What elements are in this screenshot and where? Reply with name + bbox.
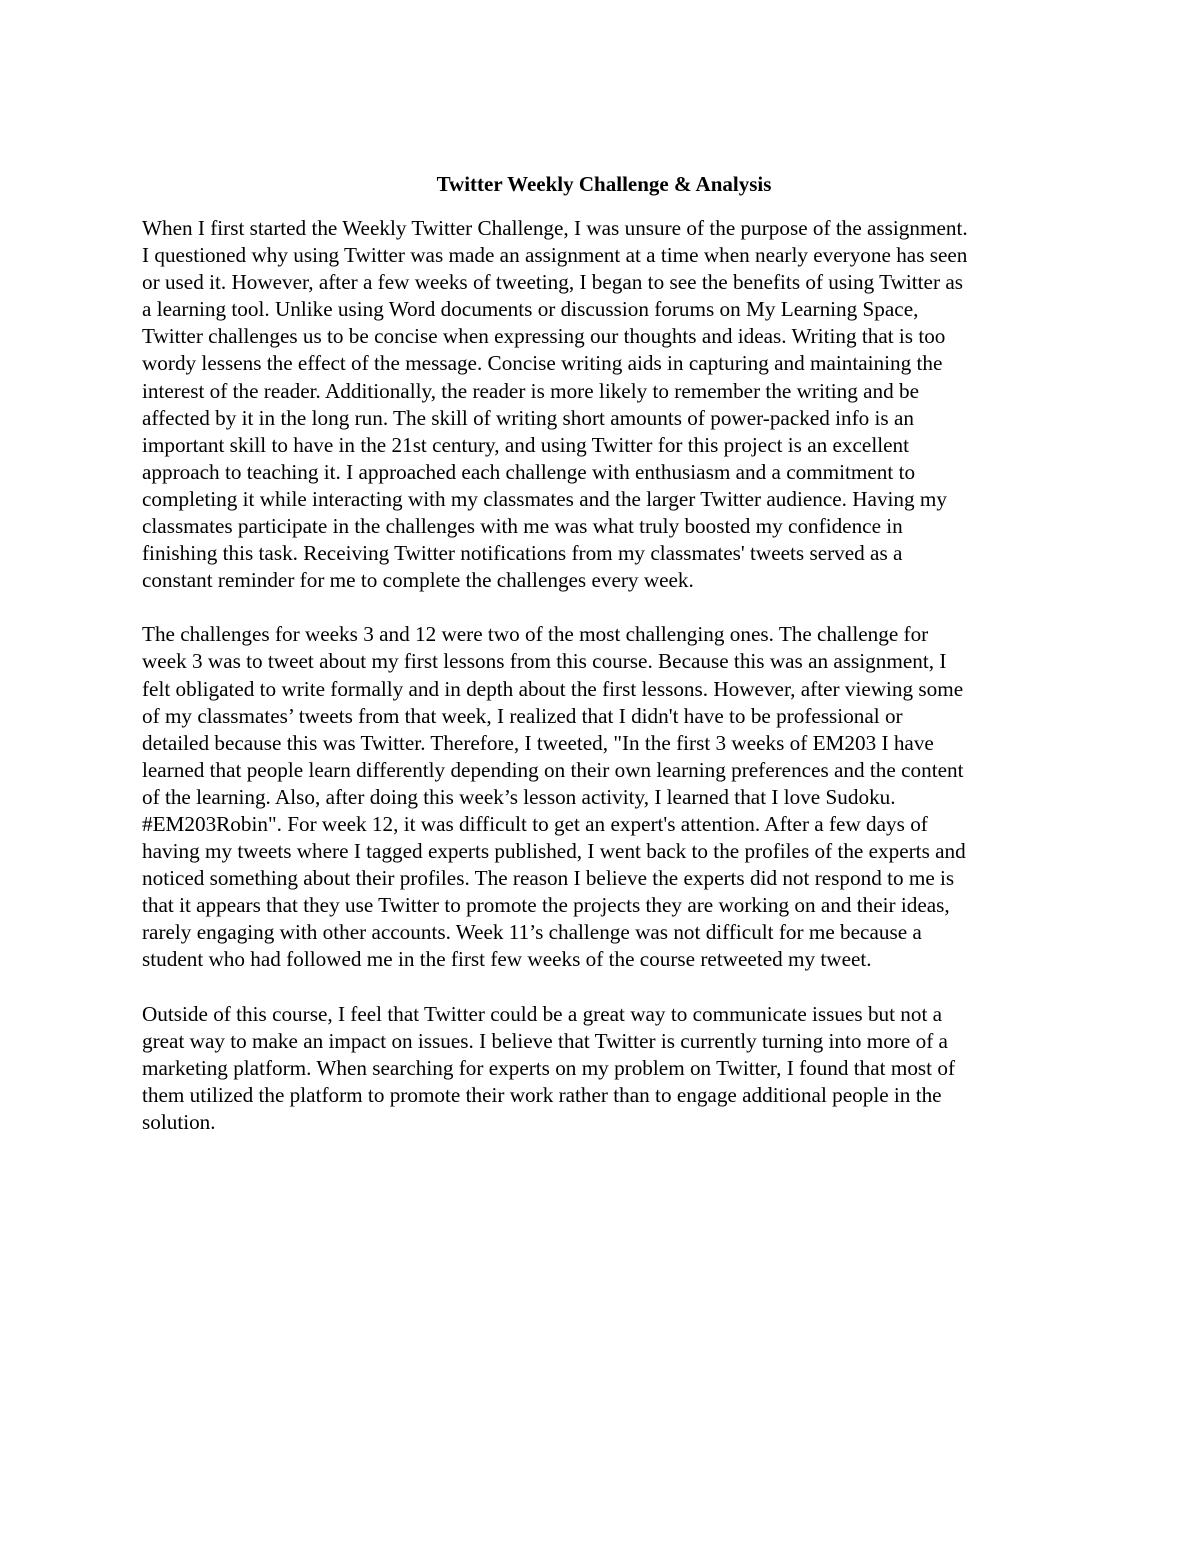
text-line: affected by it in the long run. The skill of writing short amounts of power-packed info is an	[142, 405, 914, 430]
text-line: marketing platform. When searching for experts on my problem on Twitter, I found that most of	[142, 1055, 955, 1080]
text-line: approach to teaching it. I approached each challenge with enthusiasm and a commitment to	[142, 459, 916, 484]
text-line: noticed something about their profiles. The reason I believe the experts did not respond to me is	[142, 866, 955, 891]
text-line: learned that people learn differently depending on their own learning preferences and the content	[142, 757, 964, 782]
paragraph-3	[142, 1001, 1066, 1136]
text-line: them utilized the platform to promote their work rather than to engage additional people in the	[142, 1082, 942, 1107]
document-title: Twitter Weekly Challenge & Analysis	[436, 172, 772, 196]
document-page	[142, 170, 1066, 1163]
text-line: important skill to have in the 21st century, and using Twitter for this project is an excellent	[142, 432, 909, 457]
text-line: Outside of this course, I feel that Twitter could be a great way to communicate issues but not a	[142, 1001, 943, 1026]
text-line: rarely engaging with other accounts. Week 11’s challenge was not difficult for me because a	[142, 920, 922, 945]
text-line: that it appears that they use Twitter to promote the projects they are working on and their ideas,	[142, 893, 950, 918]
text-line: Twitter challenges us to be concise when expressing our thoughts and ideas. Writing that is too	[142, 324, 946, 349]
text-line: finishing this task. Receiving Twitter notifications from my classmates' tweets served as a	[142, 541, 903, 566]
text-line: felt obligated to write formally and in depth about the first lessons. However, after viewing some	[142, 676, 964, 701]
text-line: #EM203Robin". For week 12, it was difficult to get an expert's attention. After a few days of	[142, 811, 928, 836]
text-line: student who had followed me in the first few weeks of the course retweeted my tweet.	[142, 947, 872, 972]
text-line: great way to make an impact on issues. I believe that Twitter is currently turning into more of a	[142, 1028, 948, 1053]
text-line: detailed because this was Twitter. Therefore, I tweeted, "In the first 3 weeks of EM203 I have	[142, 730, 934, 755]
text-line: solution.	[142, 1109, 216, 1134]
text-line: of the learning. Also, after doing this week’s lesson activity, I learned that I love Sudoku.	[142, 784, 896, 809]
text-line: completing it while interacting with my classmates and the larger Twitter audience. Having my	[142, 486, 947, 511]
text-line: I questioned why using Twitter was made an assignment at a time when nearly everyone has seen	[142, 243, 968, 268]
text-line: or used it. However, after a few weeks of tweeting, I began to see the benefits of using Twitter as	[142, 270, 963, 295]
paragraph-1	[142, 215, 1066, 594]
text-line: wordy lessens the effect of the message. Concise writing aids in capturing and maintaining the	[142, 351, 943, 376]
paragraph-2	[142, 621, 1066, 973]
text-line: The challenges for weeks 3 and 12 were two of the most challenging ones. The challenge for	[142, 622, 929, 647]
text-line: a learning tool. Unlike using Word documents or discussion forums on My Learning Space,	[142, 297, 919, 322]
text-line: of my classmates’ tweets from that week, I realized that I didn't have to be professional or	[142, 703, 903, 728]
text-line: When I first started the Weekly Twitter Challenge, I was unsure of the purpose of the assignment.	[142, 216, 968, 240]
text-line: classmates participate in the challenges with me was what truly boosted my confidence in	[142, 514, 903, 539]
text-line: constant reminder for me to complete the challenges every week.	[142, 568, 694, 593]
text-line: interest of the reader. Additionally, the reader is more likely to remember the writing and be	[142, 378, 920, 403]
text-line: week 3 was to tweet about my first lessons from this course. Because this was an assignment, I	[142, 649, 947, 674]
text-line: having my tweets where I tagged experts published, I went back to the profiles of the experts and	[142, 839, 966, 864]
